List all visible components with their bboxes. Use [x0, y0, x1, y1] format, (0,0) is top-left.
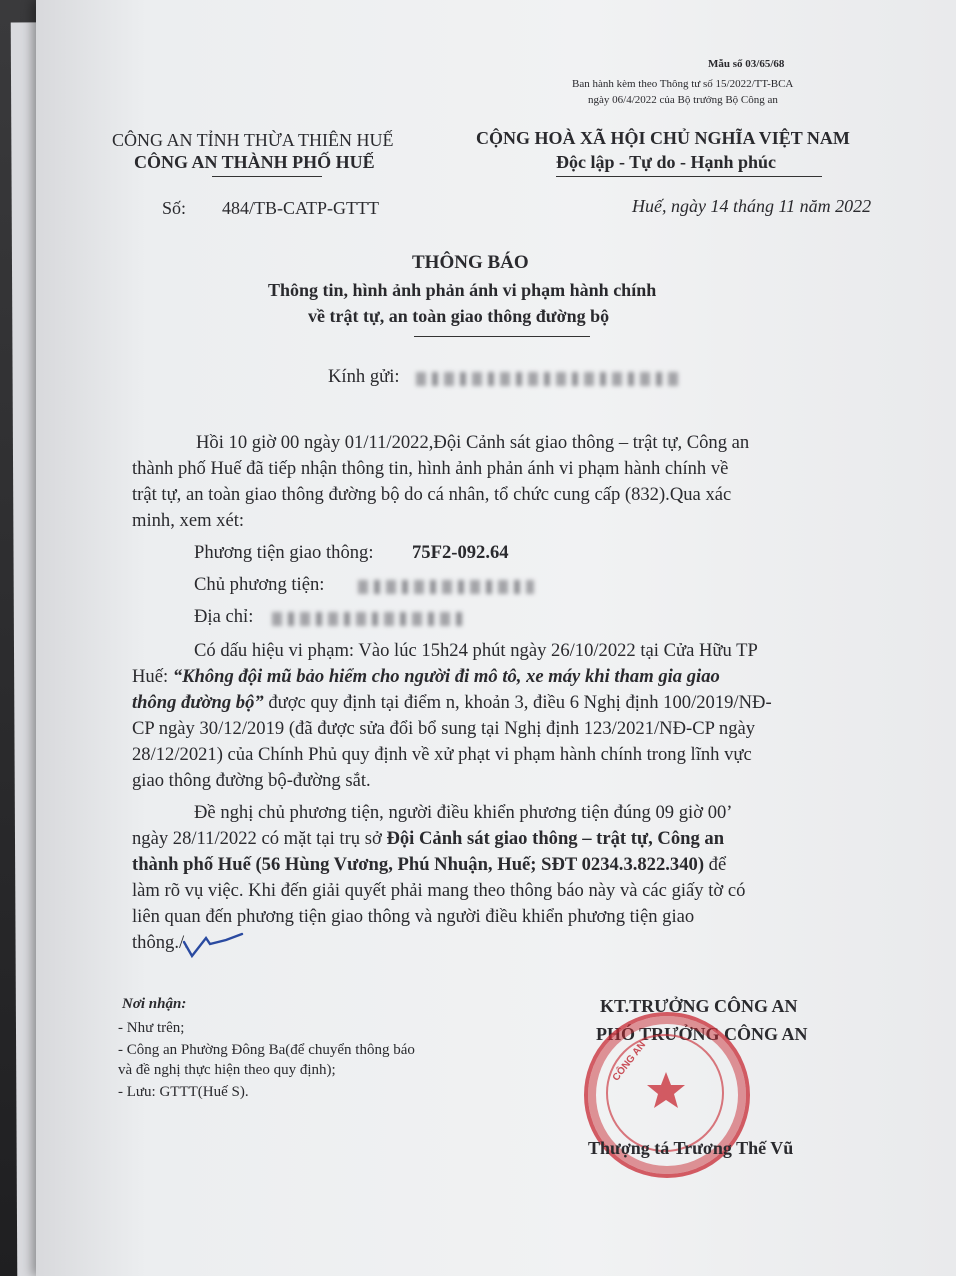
violation-location: Huế:	[132, 666, 169, 687]
signature-role-2: PHÓ TRƯỞNG CÔNG AN	[596, 1024, 808, 1044]
stamp-star-icon	[646, 1070, 686, 1110]
violation-regulation: được quy định tại điểm n, khoản 3, điều 6 Nghị định 100/2019/NĐ-	[268, 692, 772, 713]
nation-line-1: CỘNG HOÀ XÃ HỘI CHỦ NGHĨA VIỆT NAM	[476, 128, 850, 148]
recipients-item-2b: và đề nghị thực hiện theo quy định);	[118, 1062, 336, 1078]
signature-role-1: KT.TRƯỞNG CÔNG AN	[600, 996, 798, 1016]
nation-underline	[556, 176, 822, 177]
request-line-4: làm rõ vụ việc. Khi đến giải quyết phải mang theo thông báo này và các giấy tờ có	[132, 880, 746, 901]
recipients-item-3: - Lưu: GTTT(Huế S).	[118, 1084, 249, 1100]
stamp-text: CÔNG AN	[610, 1039, 649, 1084]
pen-check-mark	[180, 922, 250, 962]
request-line-1: Đề nghị chủ phương tiện, người điều khiển phương tiện đúng 09 giờ 00’	[194, 802, 733, 823]
doc-subtitle-1: Thông tin, hình ảnh phản ánh vi phạm hành chính	[268, 280, 657, 300]
title-underline	[414, 336, 590, 337]
agency-line-1: CÔNG AN TỈNH THỪA THIÊN HUẾ	[112, 130, 394, 150]
request-date: ngày 28/11/2022 có mặt tại trụ sở	[132, 828, 382, 849]
violation-line-3	[132, 692, 772, 714]
intro-line-3: trật tự, an toàn giao thông đường bộ do cá nhân, tổ chức cung cấp (832).Qua xác	[132, 484, 732, 505]
vehicle-plate: 75F2-092.64	[412, 542, 509, 563]
request-to: để	[708, 854, 727, 875]
violation-quote-2: thông đường bộ”	[132, 692, 264, 713]
redacted-owner	[358, 580, 534, 594]
address-label: Địa chỉ:	[194, 606, 254, 627]
request-line-2	[132, 828, 724, 850]
intro-line-2: thành phố Huế đã tiếp nhận thông tin, hình ảnh phản ánh vi phạm hành chính về	[132, 458, 729, 479]
violation-line-6: giao thông đường bộ-đường sắt.	[132, 770, 371, 791]
signer-name: Thượng tá Trương Thế Vũ	[588, 1138, 794, 1158]
request-line-3	[132, 854, 726, 876]
recipients-item-2: - Công an Phường Đông Ba(để chuyển thông báo	[118, 1042, 415, 1058]
intro-line-4: minh, xem xét:	[132, 510, 245, 531]
doc-title: THÔNG BÁO	[412, 252, 529, 273]
violation-quote-1: “Không đội mũ bảo hiểm cho người đi mô tô, xe máy khi tham gia giao	[172, 666, 720, 687]
violation-line-5: 28/12/2021) của Chính Phủ quy định về xử phạt vi phạm hành chính trong lĩnh vực	[132, 744, 752, 765]
request-office: Đội Cảnh sát giao thông – trật tự, Công an	[386, 828, 725, 849]
violation-line-2	[132, 666, 720, 688]
agency-line-2: CÔNG AN THÀNH PHỐ HUẾ	[134, 152, 375, 172]
redacted-address	[272, 612, 468, 626]
recipient-label: Kính gửi:	[328, 366, 400, 387]
recipients-title: Nơi nhận:	[122, 996, 187, 1012]
vehicle-label: Phương tiện giao thông:	[194, 542, 374, 563]
violation-line-1: Có dấu hiệu vi phạm: Vào lúc 15h24 phút ngày 26/10/2022 tại Cửa Hữu TP	[194, 640, 758, 661]
redacted-recipient	[416, 372, 678, 386]
agency-underline	[212, 176, 322, 177]
doc-number-label: Số:	[162, 198, 187, 218]
doc-date: Huế, ngày 14 tháng 11 năm 2022	[632, 196, 872, 216]
issued-line-1: Ban hành kèm theo Thông tư số 15/2022/TT-BCA	[572, 78, 794, 90]
doc-subtitle-2: về trật tự, an toàn giao thông đường bộ	[308, 306, 610, 326]
issued-line-2: ngày 06/4/2022 của Bộ trưởng Bộ Công an	[588, 94, 778, 106]
request-address: thành phố Huế (56 Hùng Vương, Phú Nhuận, Huế; SĐT 0234.3.822.340)	[132, 854, 705, 875]
nation-line-2: Độc lập - Tự do - Hạnh phúc	[556, 152, 777, 172]
violation-line-4: CP ngày 30/12/2019 (đã được sửa đổi bổ sung tại Nghị định 123/2021/NĐ-CP ngày	[132, 718, 756, 739]
recipients-item-1: - Như trên;	[118, 1020, 185, 1036]
doc-number: 484/TB-CATP-GTTT	[222, 198, 379, 218]
owner-label: Chủ phương tiện:	[194, 574, 325, 595]
document-page	[36, 0, 956, 1276]
intro-line-1: Hồi 10 giờ 00 ngày 01/11/2022,Đội Cảnh sát giao thông – trật tự, Công an	[196, 432, 750, 453]
form-code: Mẫu số 03/65/68	[708, 58, 785, 70]
request-line-6: thông./.	[132, 932, 189, 953]
request-line-5: liên quan đến phương tiện giao thông và người điều khiển phương tiện giao	[132, 906, 695, 927]
